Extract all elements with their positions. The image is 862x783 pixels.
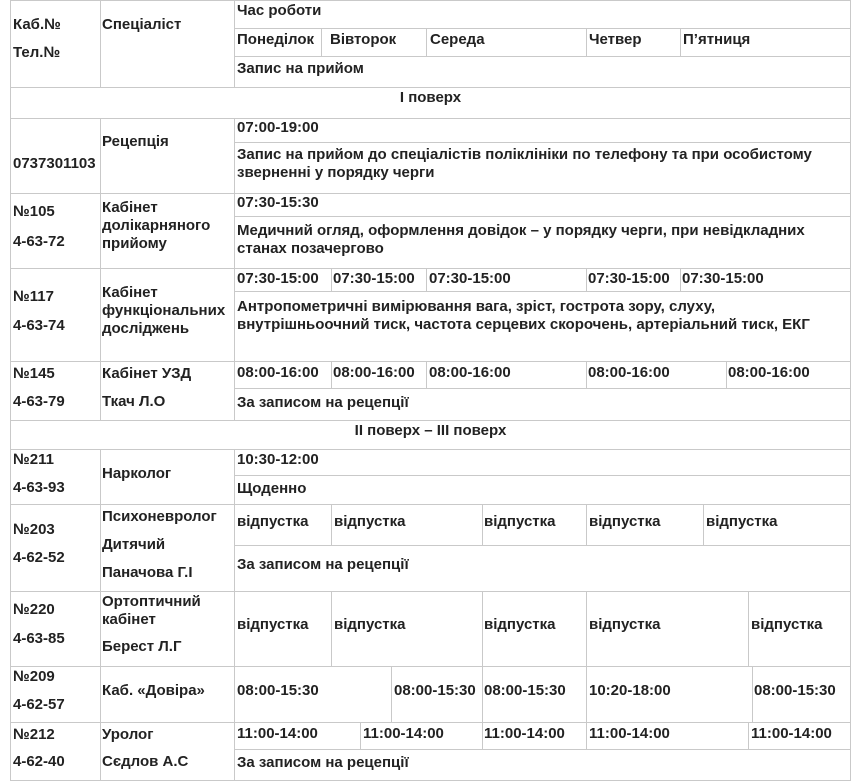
row-117-phone: 4-63-74 bbox=[13, 317, 65, 334]
row-220-specialist: Ортоптичний кабінет bbox=[102, 593, 201, 628]
day-divider bbox=[586, 268, 587, 291]
day-divider bbox=[586, 361, 587, 388]
day-divider bbox=[391, 666, 392, 722]
row-209-phone: 4-62-57 bbox=[13, 696, 65, 713]
row-reception-specialist: Рецепція bbox=[102, 133, 169, 150]
row-divider bbox=[235, 475, 850, 476]
row-203-hours-tue: відпустка bbox=[334, 513, 406, 530]
row-209-hours-mon: 08:00-15:30 bbox=[237, 682, 319, 699]
row-211-room: №211 bbox=[13, 451, 54, 468]
row-117-specialist: Кабінет функціональних досліджень bbox=[102, 284, 226, 337]
row-divider bbox=[235, 291, 850, 292]
day-divider bbox=[586, 28, 587, 56]
day-divider bbox=[482, 591, 483, 666]
row-105-phone: 4-63-72 bbox=[13, 233, 65, 250]
row-divider bbox=[10, 722, 851, 723]
row-117-hours-tue: 07:30-15:00 bbox=[333, 270, 415, 287]
row-220-hours-wed: відпустка bbox=[484, 616, 556, 633]
col-divider bbox=[100, 118, 101, 420]
table-border-top bbox=[10, 0, 851, 1]
day-divider bbox=[331, 361, 332, 388]
day-divider bbox=[482, 504, 483, 545]
row-divider bbox=[10, 118, 851, 119]
row-212-specialist: Уролог bbox=[102, 726, 154, 743]
row-145-note: За записом на рецепції bbox=[237, 394, 409, 411]
day-divider bbox=[482, 722, 483, 749]
row-203-hours-thu: відпустка bbox=[589, 513, 661, 530]
row-211-note: Щоденно bbox=[237, 480, 307, 497]
row-203-phone: 4-62-52 bbox=[13, 549, 65, 566]
row-212-note: За записом на рецепції bbox=[237, 754, 409, 771]
row-220-doctor: Берест Л.Г bbox=[102, 638, 182, 655]
row-203-hours-wed: відпустка bbox=[484, 513, 556, 530]
row-145-phone: 4-63-79 bbox=[13, 393, 65, 410]
row-220-room: №220 bbox=[13, 601, 55, 618]
row-212-doctor: Сєдлов А.С bbox=[102, 753, 189, 770]
row-145-hours-wed: 08:00-16:00 bbox=[429, 364, 511, 381]
row-220-phone: 4-63-85 bbox=[13, 630, 65, 647]
row-105-specialist: Кабінет долікарняного прийому bbox=[102, 199, 211, 252]
row-209-specialist: Каб. «Довіра» bbox=[102, 682, 205, 699]
row-203-hours-mon: відпустка bbox=[237, 513, 309, 530]
row-divider bbox=[10, 504, 851, 505]
row-203-room: №203 bbox=[13, 521, 55, 538]
day-divider bbox=[331, 504, 332, 545]
row-divider bbox=[235, 388, 850, 389]
row-divider bbox=[235, 56, 850, 57]
row-212-phone: 4-62-40 bbox=[13, 753, 65, 770]
schedule-table bbox=[10, 0, 851, 781]
day-divider bbox=[586, 666, 587, 722]
row-divider bbox=[10, 591, 851, 592]
row-209-hours-tue: 08:00-15:30 bbox=[394, 682, 476, 699]
row-209-hours-wed: 08:00-15:30 bbox=[484, 682, 566, 699]
row-203-specialist: Психоневролог bbox=[102, 508, 217, 525]
row-203-specialist-sub: Дитячий bbox=[102, 536, 166, 553]
header-day-friday: П’ятниця bbox=[683, 31, 751, 48]
day-divider bbox=[426, 268, 427, 291]
day-divider bbox=[482, 666, 483, 722]
day-divider bbox=[426, 361, 427, 388]
header-day-monday: Понеділок bbox=[237, 31, 315, 48]
row-reception-hours: 07:00-19:00 bbox=[237, 119, 319, 136]
row-divider bbox=[10, 361, 851, 362]
col-divider bbox=[100, 0, 101, 87]
row-divider bbox=[235, 142, 850, 143]
row-220-hours-mon: відпустка bbox=[237, 616, 309, 633]
row-145-hours-fri: 08:00-16:00 bbox=[728, 364, 810, 381]
header-day-wednesday: Середа bbox=[430, 31, 485, 48]
header-day-tuesday: Вівторок bbox=[330, 31, 397, 48]
row-212-hours-wed: 11:00-14:00 bbox=[484, 725, 565, 742]
row-117-hours-wed: 07:30-15:00 bbox=[429, 270, 511, 287]
row-reception-note: Запис на прийом до спеціалістів поліклініки по телефону та при особистому зверненні у порядку черги bbox=[237, 146, 812, 181]
row-145-doctor: Ткач Л.О bbox=[102, 393, 166, 410]
col-divider bbox=[234, 0, 235, 87]
day-divider bbox=[331, 591, 332, 666]
day-divider bbox=[586, 504, 587, 545]
day-divider bbox=[703, 504, 704, 545]
row-divider bbox=[10, 87, 851, 88]
row-145-room: №145 bbox=[13, 365, 55, 382]
row-117-hours-mon: 07:30-15:00 bbox=[237, 270, 319, 287]
row-145-hours-tue: 08:00-16:00 bbox=[333, 364, 415, 381]
row-211-hours: 10:30-12:00 bbox=[237, 451, 319, 468]
header-phone-label: Тел.№ bbox=[13, 44, 61, 61]
row-220-hours-thu: відпустка bbox=[589, 616, 661, 633]
row-203-doctor: Паначова Г.І bbox=[102, 564, 193, 581]
header-day-thursday: Четвер bbox=[589, 31, 642, 48]
row-211-specialist: Нарколог bbox=[102, 465, 172, 482]
day-divider bbox=[726, 361, 727, 388]
row-209-hours-thu: 10:20-18:00 bbox=[589, 682, 671, 699]
header-hours-label: Час роботи bbox=[237, 2, 322, 19]
row-divider bbox=[235, 545, 850, 546]
row-divider bbox=[10, 268, 851, 269]
row-divider bbox=[10, 193, 851, 194]
day-divider bbox=[752, 666, 753, 722]
row-reception-phone: 0737301103 bbox=[13, 155, 96, 172]
floor-heading-first: І поверх bbox=[399, 89, 462, 106]
row-117-hours-thu: 07:30-15:00 bbox=[588, 270, 670, 287]
row-209-room: №209 bbox=[13, 668, 55, 685]
row-211-phone: 4-63-93 bbox=[13, 479, 65, 496]
row-145-specialist: Кабінет УЗД bbox=[102, 365, 192, 382]
row-105-room: №105 bbox=[13, 203, 55, 220]
col-divider bbox=[234, 118, 235, 420]
row-divider bbox=[235, 28, 850, 29]
floor-heading-second: ІІ поверх – ІІІ поверх bbox=[354, 422, 507, 439]
day-divider bbox=[586, 591, 587, 666]
row-209-hours-fri: 08:00-15:30 bbox=[754, 682, 836, 699]
row-220-hours-tue: відпустка bbox=[334, 616, 406, 633]
row-divider bbox=[10, 420, 851, 421]
header-specialist-label: Спеціаліст bbox=[102, 16, 182, 33]
row-105-note: Медичний огляд, оформлення довідок – у порядку черги, при невідкладних станах позачергово bbox=[237, 222, 805, 257]
row-203-note: За записом на рецепції bbox=[237, 556, 409, 573]
row-117-hours-fri: 07:30-15:00 bbox=[682, 270, 764, 287]
row-212-hours-fri: 11:00-14:00 bbox=[751, 725, 832, 742]
day-divider bbox=[748, 591, 749, 666]
row-divider bbox=[10, 449, 851, 450]
row-212-hours-mon: 11:00-14:00 bbox=[237, 725, 318, 742]
day-divider bbox=[331, 268, 332, 291]
row-145-hours-mon: 08:00-16:00 bbox=[237, 364, 319, 381]
row-divider bbox=[235, 216, 850, 217]
day-divider bbox=[586, 722, 587, 749]
header-appointment-label: Запис на прийом bbox=[237, 60, 364, 77]
row-212-hours-thu: 11:00-14:00 bbox=[589, 725, 670, 742]
row-212-room: №212 bbox=[13, 726, 55, 743]
row-203-hours-fri: відпустка bbox=[706, 513, 778, 530]
day-divider bbox=[426, 28, 427, 56]
row-divider bbox=[235, 749, 850, 750]
row-117-room: №117 bbox=[13, 288, 54, 305]
day-divider bbox=[680, 28, 681, 56]
row-divider bbox=[10, 666, 851, 667]
row-105-hours: 07:30-15:30 bbox=[237, 194, 319, 211]
row-145-hours-thu: 08:00-16:00 bbox=[588, 364, 670, 381]
day-divider bbox=[680, 268, 681, 291]
row-220-hours-fri: відпустка bbox=[751, 616, 823, 633]
day-divider bbox=[748, 722, 749, 749]
day-divider bbox=[360, 722, 361, 749]
col-divider bbox=[234, 449, 235, 781]
col-divider bbox=[100, 449, 101, 781]
row-212-hours-tue: 11:00-14:00 bbox=[363, 725, 444, 742]
day-divider bbox=[321, 28, 322, 56]
header-room-label: Каб.№ bbox=[13, 16, 61, 33]
table-border-bottom bbox=[10, 780, 851, 781]
row-117-note: Антропометричні вимірювання вага, зріст, гострота зору, слуху, внутрішньоочний тиск, частота серцевих скорочень, артеріальний тиск, ЕКГ bbox=[237, 298, 810, 333]
